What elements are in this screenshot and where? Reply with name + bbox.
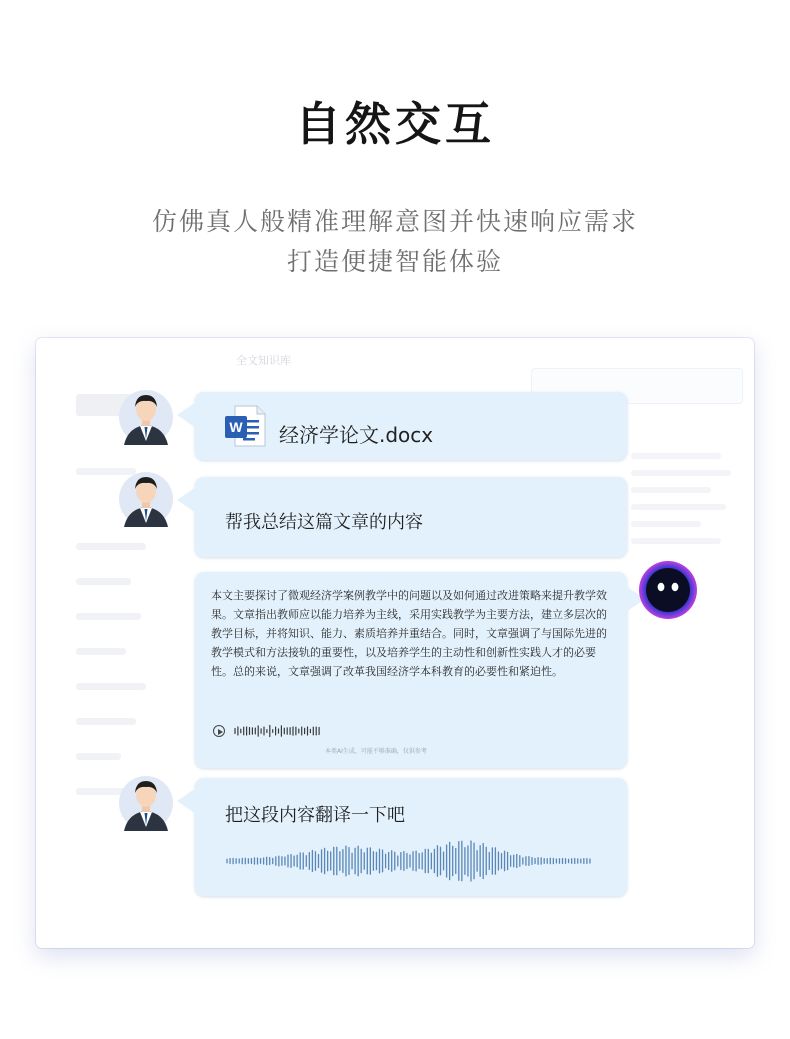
user-avatar: [118, 471, 174, 527]
panel-line: [631, 470, 731, 476]
word-document-icon: [223, 404, 267, 448]
voice-message-text: 把这段内容翻译一下吧: [225, 805, 405, 826]
page-title: 自然交互: [295, 97, 495, 151]
sidebar-item[interactable]: [76, 578, 131, 585]
bubble-tail: [177, 788, 196, 814]
ai-reply-text: 本文主要探讨了微观经济学案例教学中的问题以及如何通过改进策略来提升教学效果。文章指出教师应以能力培养为主线，采用实践教学为主要方法，建立多层次的教学目标，并将知识、能力、素质培养并重结合。同时，文章强调了与国际先进的教学模式和方法接轨的重要性，以及培养学生的主动性和创新性实践人才的必要性。总的来说，文章强调了改革我国经济学本科教育的必要性和紧迫性。: [211, 589, 607, 678]
audio-waveform-icon[interactable]: [233, 722, 323, 740]
request-message-bubble[interactable]: [195, 477, 627, 557]
subtitle-line-2: 打造便捷智能体验: [286, 247, 503, 276]
file-name: 经济学论文.docx: [279, 423, 434, 447]
subtitle-line-1: 仿佛真人般精准理解意图并快速响应需求: [151, 207, 638, 236]
ai-disclaimer: 本类AI生成，可能不够准确，仅供参考: [325, 748, 427, 755]
ai-assistant-avatar: [638, 560, 698, 620]
window-title: 全文知识库: [236, 354, 291, 367]
panel-line: [631, 538, 721, 544]
user-avatar: [118, 775, 174, 831]
voice-waveform-icon[interactable]: [225, 838, 597, 884]
voice-message-bubble[interactable]: [195, 778, 627, 896]
ai-bot-icon: [638, 560, 698, 620]
user-avatar: [118, 389, 174, 445]
sidebar-item[interactable]: [76, 543, 146, 550]
play-icon[interactable]: [213, 725, 225, 737]
businessman-avatar-icon: [118, 471, 174, 527]
bubble-tail: [177, 487, 196, 513]
panel-line: [631, 453, 721, 459]
bubble-tail: [177, 402, 196, 428]
sidebar-item[interactable]: [76, 753, 121, 760]
businessman-avatar-icon: [118, 775, 174, 831]
file-message-bubble[interactable]: [195, 392, 627, 460]
panel-line: [631, 487, 711, 493]
sidebar-item[interactable]: [76, 648, 126, 655]
request-text: 帮我总结这篇文章的内容: [225, 512, 423, 533]
svg-text:W: W: [229, 419, 243, 435]
sidebar-item[interactable]: [76, 683, 146, 690]
sidebar-item[interactable]: [76, 613, 141, 620]
panel-line: [631, 521, 701, 527]
businessman-avatar-icon: [118, 389, 174, 445]
panel-line: [631, 504, 726, 510]
sidebar-item[interactable]: [76, 718, 136, 725]
ai-reply-bubble[interactable]: [195, 572, 627, 768]
